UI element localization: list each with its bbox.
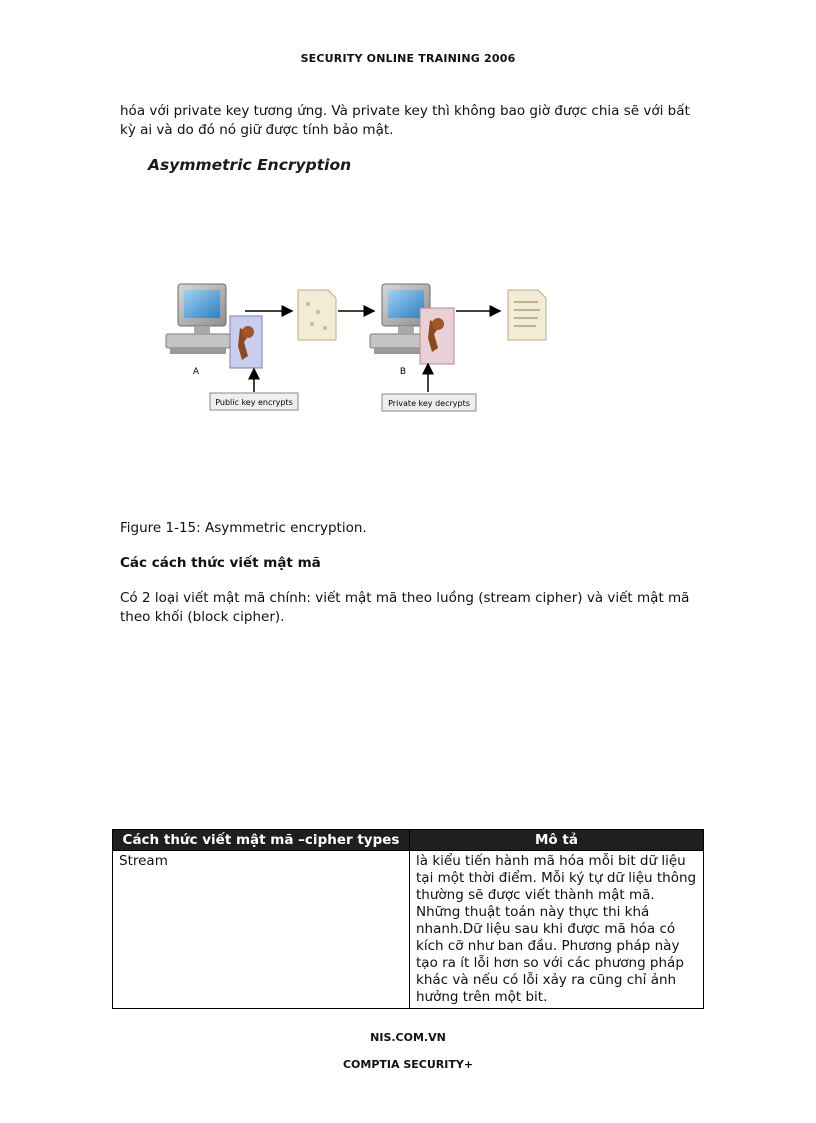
table-header-row [113, 830, 704, 851]
public-key-label: Public key encrypts [215, 398, 293, 407]
table-cell-type: Stream [113, 851, 410, 1009]
page-header: SECURITY ONLINE TRAINING 2006 [300, 52, 516, 65]
computer-a-label: A [192, 367, 200, 377]
intro-paragraph: hóa với private key tương ứng. Và private key thì không bao giờ được chia sẽ với bất kỳ ai và do đó nó giữ được tính bảo mật. [120, 103, 690, 138]
plaintext-document-icon [508, 290, 546, 340]
table-header-description: Mô tả [410, 830, 704, 851]
computer-b-label: B [399, 367, 407, 377]
footer-site: NIS.COM.VN [370, 1031, 446, 1044]
computer-a-icon [166, 284, 230, 354]
section-heading: Các cách thức viết mật mã [120, 555, 321, 571]
footer-course: COMPTIA SECURITY+ [342, 1058, 474, 1071]
asymmetric-encryption-figure [120, 142, 606, 520]
table-cell-description: là kiểu tiến hành mã hóa mỗi bit dữ liệu tại một thời điểm. Mỗi ký tự dữ liệu thông thường sẽ được viết thành mật mã. Những thuật toán này thực thi khá nhanh.Dữ liệu sau khi được mã hóa có kích cỡ như ban đầu. Phương pháp này tạo ra ít lỗi hơn so với các phương pháp khác và nếu có lỗi xảy ra cũng chỉ ảnh hưởng trên một bit. [410, 851, 704, 1009]
private-key-icon [420, 308, 454, 364]
ciphertext-document-icon [298, 290, 336, 340]
figure-diagram [120, 142, 606, 520]
table-row [113, 851, 704, 1009]
figure-caption: Figure 1-15: Asymmetric encryption. [120, 520, 367, 536]
table-header-cipher-types: Cách thức viết mật mã –cipher types [113, 830, 410, 851]
section-paragraph: Có 2 loại viết mật mã chính: viết mật mã theo luồng (stream cipher) và viết mật mã theo khối (block cipher). [120, 590, 690, 625]
figure-title: Asymmetric Encryption [148, 156, 352, 174]
private-key-label: Private key decrypts [388, 399, 470, 408]
cipher-types-table [112, 829, 704, 1009]
public-key-icon [230, 316, 262, 368]
